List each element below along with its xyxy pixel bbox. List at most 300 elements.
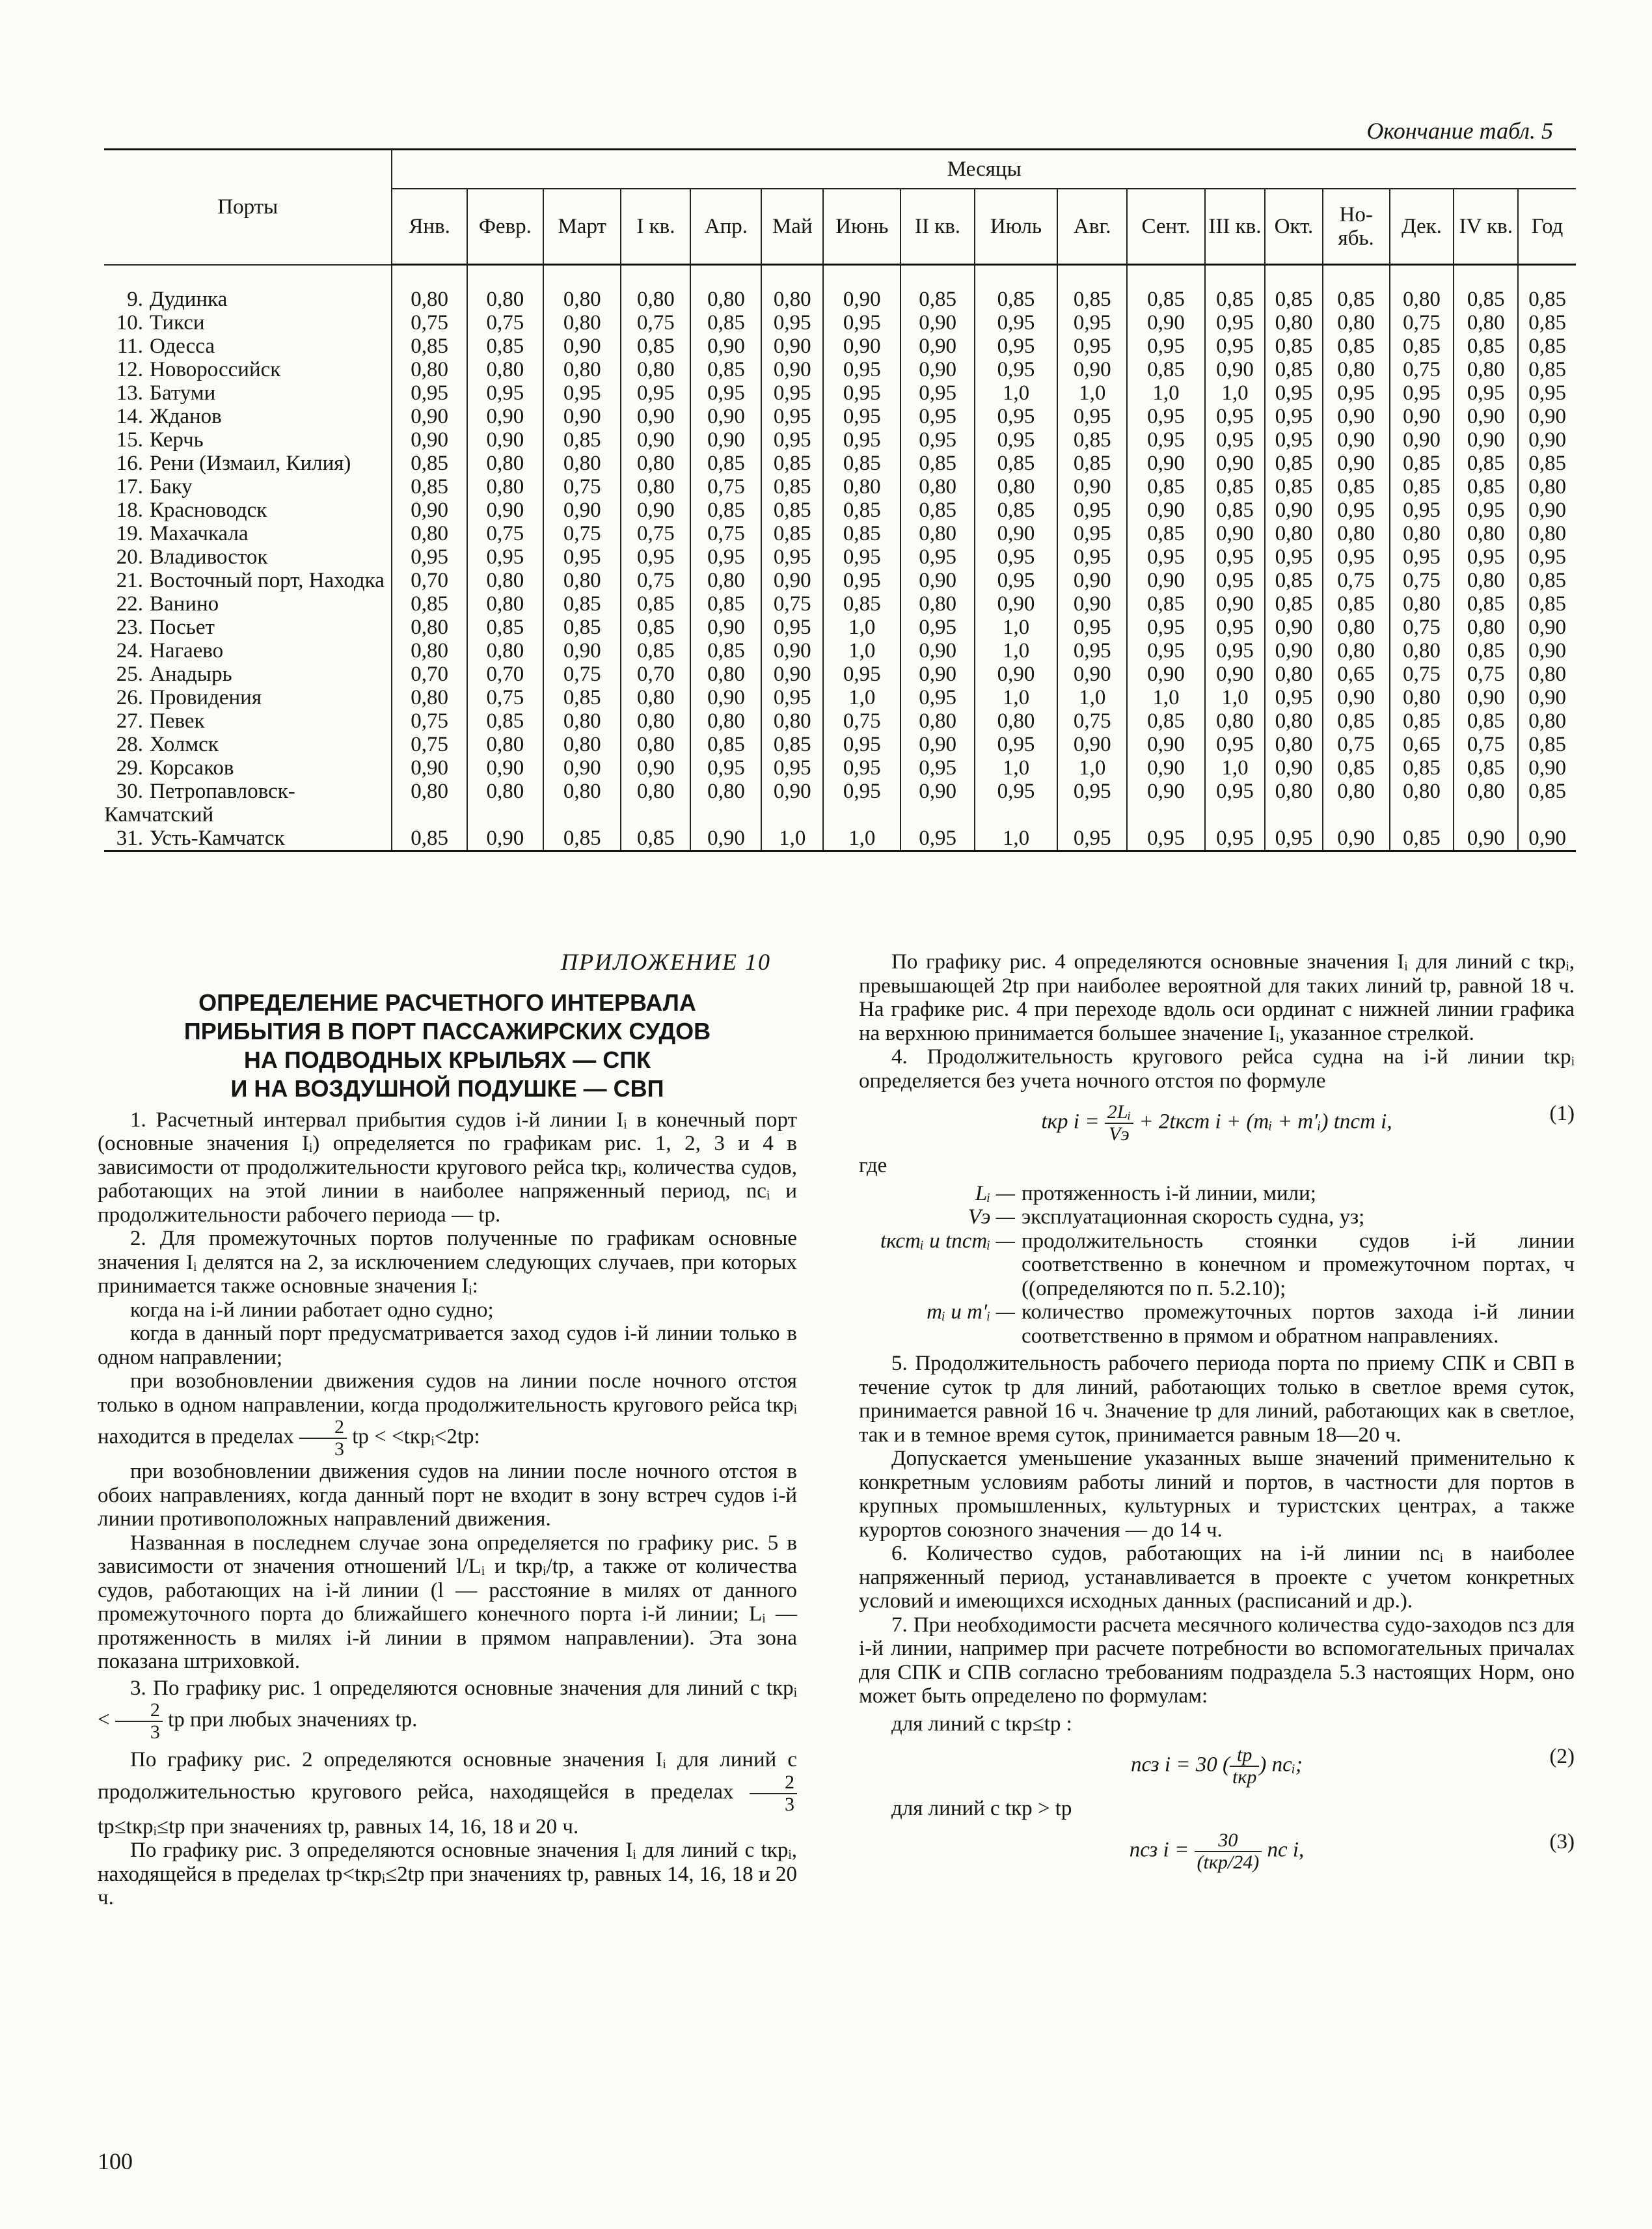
value-cell: 0,90	[467, 405, 543, 428]
value-cell: 0,80	[1518, 663, 1576, 686]
value-cell: 0,80	[1454, 522, 1518, 545]
port-name: Рени (Измаил, Килия)	[150, 452, 351, 475]
value-cell: 0,80	[900, 709, 974, 733]
value-cell: 0,95	[1205, 569, 1266, 592]
value-cell: 0,75	[1390, 569, 1454, 592]
column-header: Янв.	[392, 189, 467, 265]
value-cell: 0,95	[1454, 381, 1518, 405]
value-cell: 0,80	[467, 780, 543, 827]
fraction-numerator: tр	[1230, 1745, 1259, 1767]
column-header: Но-ябь.	[1323, 189, 1390, 265]
value-cell: 0,80	[1390, 522, 1454, 545]
value-cell: 0,95	[1127, 827, 1204, 851]
paragraph: Допускается уменьшение указанных выше значений применительно к конкретным условиям работы линий и портов, в частности для портов в крупных промышленных, культурных и туристских центрах, а также курортов союзного значения — до 14 ч.	[859, 1447, 1575, 1542]
value-cell: 0,80	[1390, 592, 1454, 616]
value-cell: 0,95	[975, 780, 1058, 827]
value-cell: 0,95	[823, 733, 900, 756]
value-cell: 0,85	[1127, 265, 1204, 312]
value-cell: 0,95	[1323, 381, 1390, 405]
value-cell: 0,90	[1127, 499, 1204, 522]
column-header: I кв.	[621, 189, 690, 265]
table-body	[104, 265, 1576, 851]
value-cell: 0,90	[621, 756, 690, 780]
value-cell: 0,90	[1265, 639, 1322, 663]
port-name: Керчь	[150, 428, 204, 452]
value-cell: 0,95	[1057, 639, 1127, 663]
value-cell: 0,85	[1265, 358, 1322, 381]
table-row	[104, 639, 1576, 663]
value-cell: 0,80	[467, 592, 543, 616]
paragraph: 6. Количество судов, работающих на i-й линии nсᵢ в наиболее напряженный период, устанавливается в проекте с учетом конкретных условий и имеющихся исходных данных (расписаний и др.).	[859, 1542, 1575, 1613]
value-cell: 0,85	[690, 639, 761, 663]
value-cell: 0,85	[1390, 335, 1454, 358]
value-cell: 0,80	[543, 265, 621, 312]
value-cell: 0,95	[621, 545, 690, 569]
value-cell: 0,90	[1518, 428, 1576, 452]
port-cell	[104, 616, 392, 639]
fraction-numerator: 30	[1195, 1830, 1262, 1852]
value-cell: 0,85	[1518, 780, 1576, 827]
value-cell: 0,85	[690, 499, 761, 522]
definition-symbol: Lᵢ —	[975, 1181, 1015, 1205]
port-name: Тикси	[150, 311, 205, 335]
port-name: Жданов	[150, 405, 222, 428]
table-row	[104, 780, 1576, 827]
port-number: 21.	[116, 569, 143, 592]
value-cell: 0,80	[467, 569, 543, 592]
value-cell: 0,90	[1127, 756, 1204, 780]
value-cell: 0,95	[467, 381, 543, 405]
value-cell: 0,90	[621, 428, 690, 452]
table-row	[104, 756, 1576, 780]
value-cell: 0,95	[1265, 381, 1322, 405]
definition-text: количество промежуточных портов захода i-й линии соответственно в прямом и обратном направлениях.	[1022, 1300, 1575, 1348]
value-cell: 0,90	[1127, 452, 1204, 475]
paragraph	[98, 1676, 797, 1744]
value-cell: 0,80	[543, 452, 621, 475]
value-cell: 0,95	[1518, 545, 1576, 569]
value-cell: 0,85	[621, 639, 690, 663]
value-cell: 0,85	[1518, 452, 1576, 475]
value-cell: 1,0	[1057, 686, 1127, 709]
port-name: Холмск	[150, 733, 219, 756]
value-cell: 0,85	[900, 452, 974, 475]
value-cell: 0,80	[621, 265, 690, 312]
table-row	[104, 499, 1576, 522]
value-cell: 0,95	[392, 381, 467, 405]
definition-row	[859, 1182, 1575, 1206]
port-number: 30.	[116, 780, 143, 803]
column-header: Март	[543, 189, 621, 265]
value-cell: 0,90	[690, 335, 761, 358]
value-cell: 0,85	[1390, 452, 1454, 475]
value-cell: 0,95	[1057, 522, 1127, 545]
value-cell: 1,0	[1057, 381, 1127, 405]
value-cell: 0,90	[900, 569, 974, 592]
value-cell: 0,80	[1265, 311, 1322, 335]
port-name: Владивосток	[150, 545, 268, 569]
value-cell: 0,80	[543, 733, 621, 756]
value-cell: 0,80	[1454, 780, 1518, 827]
where-label: где	[859, 1154, 887, 1177]
port-number: 31.	[116, 827, 143, 850]
paragraph-text: tр < <tкрᵢ<2tр:	[352, 1425, 480, 1449]
port-number: 25.	[116, 663, 143, 686]
paragraph: когда на i-й линии работает одно судно;	[130, 1298, 494, 1322]
value-cell: 0,85	[1454, 475, 1518, 499]
value-cell: 0,80	[975, 475, 1058, 499]
table-row	[104, 827, 1576, 851]
ports-table-container	[104, 148, 1576, 852]
value-cell: 0,75	[392, 709, 467, 733]
value-cell: 0,95	[975, 569, 1058, 592]
value-cell: 0,85	[1518, 592, 1576, 616]
table-row	[104, 733, 1576, 756]
value-cell: 0,85	[621, 335, 690, 358]
value-cell: 0,80	[1265, 663, 1322, 686]
value-cell: 0,85	[1265, 452, 1322, 475]
definition-symbol: Vэ —	[968, 1205, 1015, 1229]
value-cell: 0,80	[621, 452, 690, 475]
port-name: Петропавловск-Камчатский	[104, 780, 295, 827]
value-cell: 0,95	[823, 358, 900, 381]
value-cell: 0,95	[900, 616, 974, 639]
value-cell: 0,95	[1205, 428, 1266, 452]
value-cell: 0,85	[1518, 265, 1576, 312]
value-cell: 0,75	[543, 663, 621, 686]
value-cell: 0,90	[761, 569, 823, 592]
value-cell: 0,90	[1454, 686, 1518, 709]
value-cell: 0,75	[690, 522, 761, 545]
value-cell: 0,80	[1518, 522, 1576, 545]
column-header: Сент.	[1127, 189, 1204, 265]
value-cell: 0,85	[761, 499, 823, 522]
definition-symbol: tкстᵢ и tпстᵢ —	[880, 1229, 1015, 1253]
paragraph: 5. Продолжительность рабочего периода порта по приему СПК и СВП в течение суток tр для линий, работающих только в светлое время суток, принимается равной 16 ч. Значение tр для линий, работающих как в светлое, так и в темное время суток, принимается равным 18—20 ч.	[859, 1352, 1575, 1447]
value-cell: 0,85	[1127, 358, 1204, 381]
paragraph-text: 3. По графику рис. 1 определяются основные значения для линий с tкрᵢ <	[98, 1676, 797, 1732]
value-cell: 0,95	[761, 405, 823, 428]
paragraph: 2. Для промежуточных портов полученные по графикам основные значения Iᵢ делятся на 2, за исключением следующих случаев, при которых принимается также основные значения Iᵢ:	[98, 1227, 797, 1298]
value-cell: 0,95	[543, 381, 621, 405]
value-cell: 0,95	[1265, 405, 1322, 428]
formula-rhs: + 2tкст i + (mᵢ + m′ᵢ) tпст i,	[1139, 1110, 1392, 1134]
value-cell: 0,85	[543, 827, 621, 851]
value-cell: 0,85	[1127, 522, 1204, 545]
column-header: II кв.	[900, 189, 974, 265]
port-name: Усть-Камчатск	[150, 827, 285, 850]
value-cell: 0,85	[975, 452, 1058, 475]
table-row	[104, 335, 1576, 358]
definition-symbol: mᵢ и m′ᵢ —	[927, 1300, 1015, 1324]
value-cell: 0,90	[900, 335, 974, 358]
value-cell: 0,80	[392, 522, 467, 545]
value-cell: 0,85	[1454, 592, 1518, 616]
value-cell: 0,75	[761, 592, 823, 616]
title-line: ОПРЕДЕЛЕНИЕ РАСЧЕТНОГО ИНТЕРВАЛА	[198, 989, 696, 1016]
value-cell: 0,80	[690, 709, 761, 733]
value-cell: 0,75	[621, 311, 690, 335]
value-cell: 0,95	[975, 311, 1058, 335]
fraction-denominator: 3	[785, 1793, 794, 1815]
value-cell: 0,90	[543, 405, 621, 428]
value-cell: 0,80	[761, 265, 823, 312]
value-cell: 1,0	[761, 827, 823, 851]
formula-number: (2)	[1549, 1745, 1575, 1768]
value-cell: 0,80	[621, 780, 690, 827]
value-cell: 0,95	[1205, 733, 1266, 756]
table-row	[104, 381, 1576, 405]
value-cell: 0,95	[1205, 639, 1266, 663]
port-cell	[104, 311, 392, 335]
value-cell: 0,90	[621, 499, 690, 522]
value-cell: 0,95	[1390, 499, 1454, 522]
value-cell: 0,95	[823, 311, 900, 335]
value-cell: 0,95	[1265, 686, 1322, 709]
value-cell: 0,80	[392, 780, 467, 827]
value-cell: 0,90	[823, 335, 900, 358]
port-cell	[104, 827, 392, 851]
value-cell: 0,80	[975, 709, 1058, 733]
column-header: Дек.	[1390, 189, 1454, 265]
value-cell: 0,95	[1454, 545, 1518, 569]
value-cell: 0,90	[975, 663, 1058, 686]
value-cell: 0,90	[690, 686, 761, 709]
value-cell: 0,95	[761, 311, 823, 335]
column-header: Год	[1518, 189, 1576, 265]
paragraph: 4. Продолжительность кругового рейса судна на i-й линии tкрᵢ определяется без учета ночного отстоя по формуле	[859, 1045, 1575, 1093]
value-cell: 0,85	[392, 592, 467, 616]
value-cell: 0,95	[823, 663, 900, 686]
value-cell: 0,80	[1454, 311, 1518, 335]
value-cell: 1,0	[975, 639, 1058, 663]
port-cell	[104, 522, 392, 545]
value-cell: 0,90	[761, 663, 823, 686]
value-cell: 0,95	[1205, 780, 1266, 827]
value-cell: 0,95	[1323, 499, 1390, 522]
definition-text: эксплуатационная скорость судна, уз;	[1022, 1205, 1365, 1229]
value-cell: 0,80	[392, 639, 467, 663]
column-header: Апр.	[690, 189, 761, 265]
value-cell: 0,80	[467, 733, 543, 756]
value-cell: 0,85	[392, 475, 467, 499]
value-cell: 0,95	[761, 616, 823, 639]
definition-text: протяженность i-й линии, мили;	[1022, 1181, 1316, 1205]
value-cell: 0,90	[1323, 452, 1390, 475]
value-cell: 0,95	[823, 545, 900, 569]
value-cell: 0,85	[761, 733, 823, 756]
value-cell: 0,90	[1057, 663, 1127, 686]
value-cell: 0,90	[900, 663, 974, 686]
port-cell	[104, 686, 392, 709]
value-cell: 0,95	[1127, 335, 1204, 358]
page-number: 100	[98, 2148, 133, 2174]
value-cell: 0,90	[690, 616, 761, 639]
value-cell: 1,0	[975, 616, 1058, 639]
formula-1	[859, 1102, 1575, 1145]
paragraph	[98, 1748, 797, 1839]
port-number: 27.	[116, 709, 143, 733]
value-cell: 0,95	[761, 686, 823, 709]
formula-lhs: nсз i =	[1129, 1838, 1189, 1862]
value-cell: 1,0	[1205, 756, 1266, 780]
formula-number: (3)	[1549, 1829, 1575, 1853]
port-cell	[104, 499, 392, 522]
value-cell: 0,95	[975, 335, 1058, 358]
port-name: Нагаево	[150, 639, 224, 663]
port-name: Дудинка	[150, 287, 228, 311]
value-cell: 0,95	[975, 428, 1058, 452]
value-cell: 0,90	[543, 499, 621, 522]
value-cell: 0,95	[621, 381, 690, 405]
table-row	[104, 265, 1576, 312]
value-cell: 0,95	[1205, 335, 1266, 358]
value-cell: 0,80	[543, 709, 621, 733]
value-cell: 0,75	[621, 522, 690, 545]
value-cell: 0,95	[1127, 616, 1204, 639]
value-cell: 0,95	[900, 827, 974, 851]
value-cell: 0,85	[1454, 709, 1518, 733]
column-header: Июль	[975, 189, 1058, 265]
value-cell: 1,0	[1127, 686, 1204, 709]
value-cell: 0,95	[543, 545, 621, 569]
port-number: 24.	[116, 639, 143, 663]
value-cell: 0,95	[1127, 639, 1204, 663]
value-cell: 0,90	[1454, 405, 1518, 428]
value-cell: 0,80	[543, 311, 621, 335]
port-cell	[104, 709, 392, 733]
column-header: Июнь	[823, 189, 900, 265]
port-name: Красноводск	[150, 499, 267, 522]
months-group-header: Месяцы	[392, 150, 1576, 189]
value-cell: 0,95	[975, 545, 1058, 569]
definition-row	[859, 1205, 1575, 1229]
port-cell	[104, 265, 392, 312]
value-cell: 0,90	[1390, 428, 1454, 452]
table-row	[104, 616, 1576, 639]
value-cell: 0,75	[467, 522, 543, 545]
column-header: Май	[761, 189, 823, 265]
value-cell: 0,80	[392, 616, 467, 639]
value-cell: 0,90	[543, 756, 621, 780]
port-name: Батуми	[150, 381, 216, 405]
value-cell: 0,95	[1265, 428, 1322, 452]
value-cell: 0,85	[467, 709, 543, 733]
paragraph-text: tр≤tкрᵢ≤tр при значениях tр, равных 14, 16, 18 и 20 ч.	[98, 1814, 579, 1839]
column-header: IV кв.	[1454, 189, 1518, 265]
value-cell: 0,80	[690, 663, 761, 686]
value-cell: 0,90	[467, 428, 543, 452]
value-cell: 0,75	[823, 709, 900, 733]
fraction-denominator: 3	[150, 1721, 160, 1743]
value-cell: 1,0	[1205, 686, 1266, 709]
value-cell: 0,95	[392, 545, 467, 569]
value-cell: 0,85	[1127, 475, 1204, 499]
value-cell: 0,85	[392, 335, 467, 358]
table-row	[104, 686, 1576, 709]
value-cell: 0,85	[1205, 265, 1266, 312]
value-cell: 0,80	[1454, 358, 1518, 381]
value-cell: 0,95	[761, 756, 823, 780]
table-row	[104, 311, 1576, 335]
value-cell: 0,85	[1323, 335, 1390, 358]
value-cell: 0,80	[690, 265, 761, 312]
value-cell: 0,75	[467, 311, 543, 335]
value-cell: 0,95	[975, 733, 1058, 756]
value-cell: 0,85	[900, 265, 974, 312]
value-cell: 0,75	[467, 686, 543, 709]
formula-condition: для линий с tкр > tр	[891, 1797, 1072, 1820]
formula-lhs: tкр i =	[1041, 1110, 1100, 1134]
value-cell: 0,80	[1265, 780, 1322, 827]
port-name: Новороссийск	[150, 358, 281, 381]
value-cell: 0,80	[823, 475, 900, 499]
port-number: 22.	[116, 592, 143, 616]
port-number: 12.	[116, 358, 143, 381]
value-cell: 0,90	[1323, 428, 1390, 452]
value-cell: 0,95	[1454, 499, 1518, 522]
value-cell: 0,85	[1265, 592, 1322, 616]
value-cell: 0,85	[621, 827, 690, 851]
value-cell: 0,90	[761, 780, 823, 827]
value-cell: 0,95	[1265, 545, 1322, 569]
fraction-numerator: 2	[115, 1700, 163, 1722]
value-cell: 0,90	[1518, 499, 1576, 522]
value-cell: 0,85	[392, 452, 467, 475]
value-cell: 0,75	[1454, 663, 1518, 686]
value-cell: 0,90	[1205, 452, 1266, 475]
fraction	[750, 1772, 797, 1815]
value-cell: 0,90	[543, 335, 621, 358]
value-cell: 0,85	[1518, 358, 1576, 381]
title-line: НА ПОДВОДНЫХ КРЫЛЬЯХ — СПК	[243, 1046, 651, 1073]
value-cell: 0,80	[1518, 709, 1576, 733]
value-cell: 0,75	[1057, 709, 1127, 733]
value-cell: 0,90	[392, 499, 467, 522]
value-cell: 0,85	[1205, 475, 1266, 499]
appendix-title	[98, 989, 797, 1103]
table-row	[104, 545, 1576, 569]
value-cell: 0,90	[1127, 780, 1204, 827]
value-cell: 0,90	[900, 780, 974, 827]
value-cell: 0,80	[690, 569, 761, 592]
port-cell	[104, 733, 392, 756]
formula-3	[859, 1830, 1575, 1873]
value-cell: 0,95	[1518, 381, 1576, 405]
value-cell: 0,85	[1265, 569, 1322, 592]
paragraph: 1. Расчетный интервал прибытия судов i-й линии Iᵢ в конечный порт (основные значения Iᵢ) определяется по графикам рис. 1, 2, 3 и 4 в зависимости от продолжительности кругового рейса tкрᵢ, количества судов, работающих на этой линии в наиболее напряженный период, nсᵢ и продолжительности рабочего периода — tр.	[98, 1108, 797, 1227]
value-cell: 0,80	[900, 475, 974, 499]
value-cell: 0,90	[1057, 475, 1127, 499]
value-cell: 0,80	[1518, 475, 1576, 499]
fraction-numerator: 2	[750, 1772, 797, 1794]
value-cell: 0,95	[1057, 545, 1127, 569]
value-cell: 0,85	[1323, 265, 1390, 312]
port-number: 20.	[116, 545, 143, 569]
value-cell: 1,0	[1205, 381, 1266, 405]
port-cell	[104, 335, 392, 358]
value-cell: 0,90	[467, 499, 543, 522]
value-cell: 0,95	[1265, 827, 1322, 851]
value-cell: 0,90	[1323, 405, 1390, 428]
column-header: III кв.	[1205, 189, 1266, 265]
port-name: Одесса	[150, 335, 215, 358]
value-cell: 0,85	[467, 335, 543, 358]
value-cell: 0,90	[690, 405, 761, 428]
value-cell: 1,0	[823, 616, 900, 639]
value-cell: 0,90	[1127, 311, 1204, 335]
value-cell: 0,80	[1265, 733, 1322, 756]
